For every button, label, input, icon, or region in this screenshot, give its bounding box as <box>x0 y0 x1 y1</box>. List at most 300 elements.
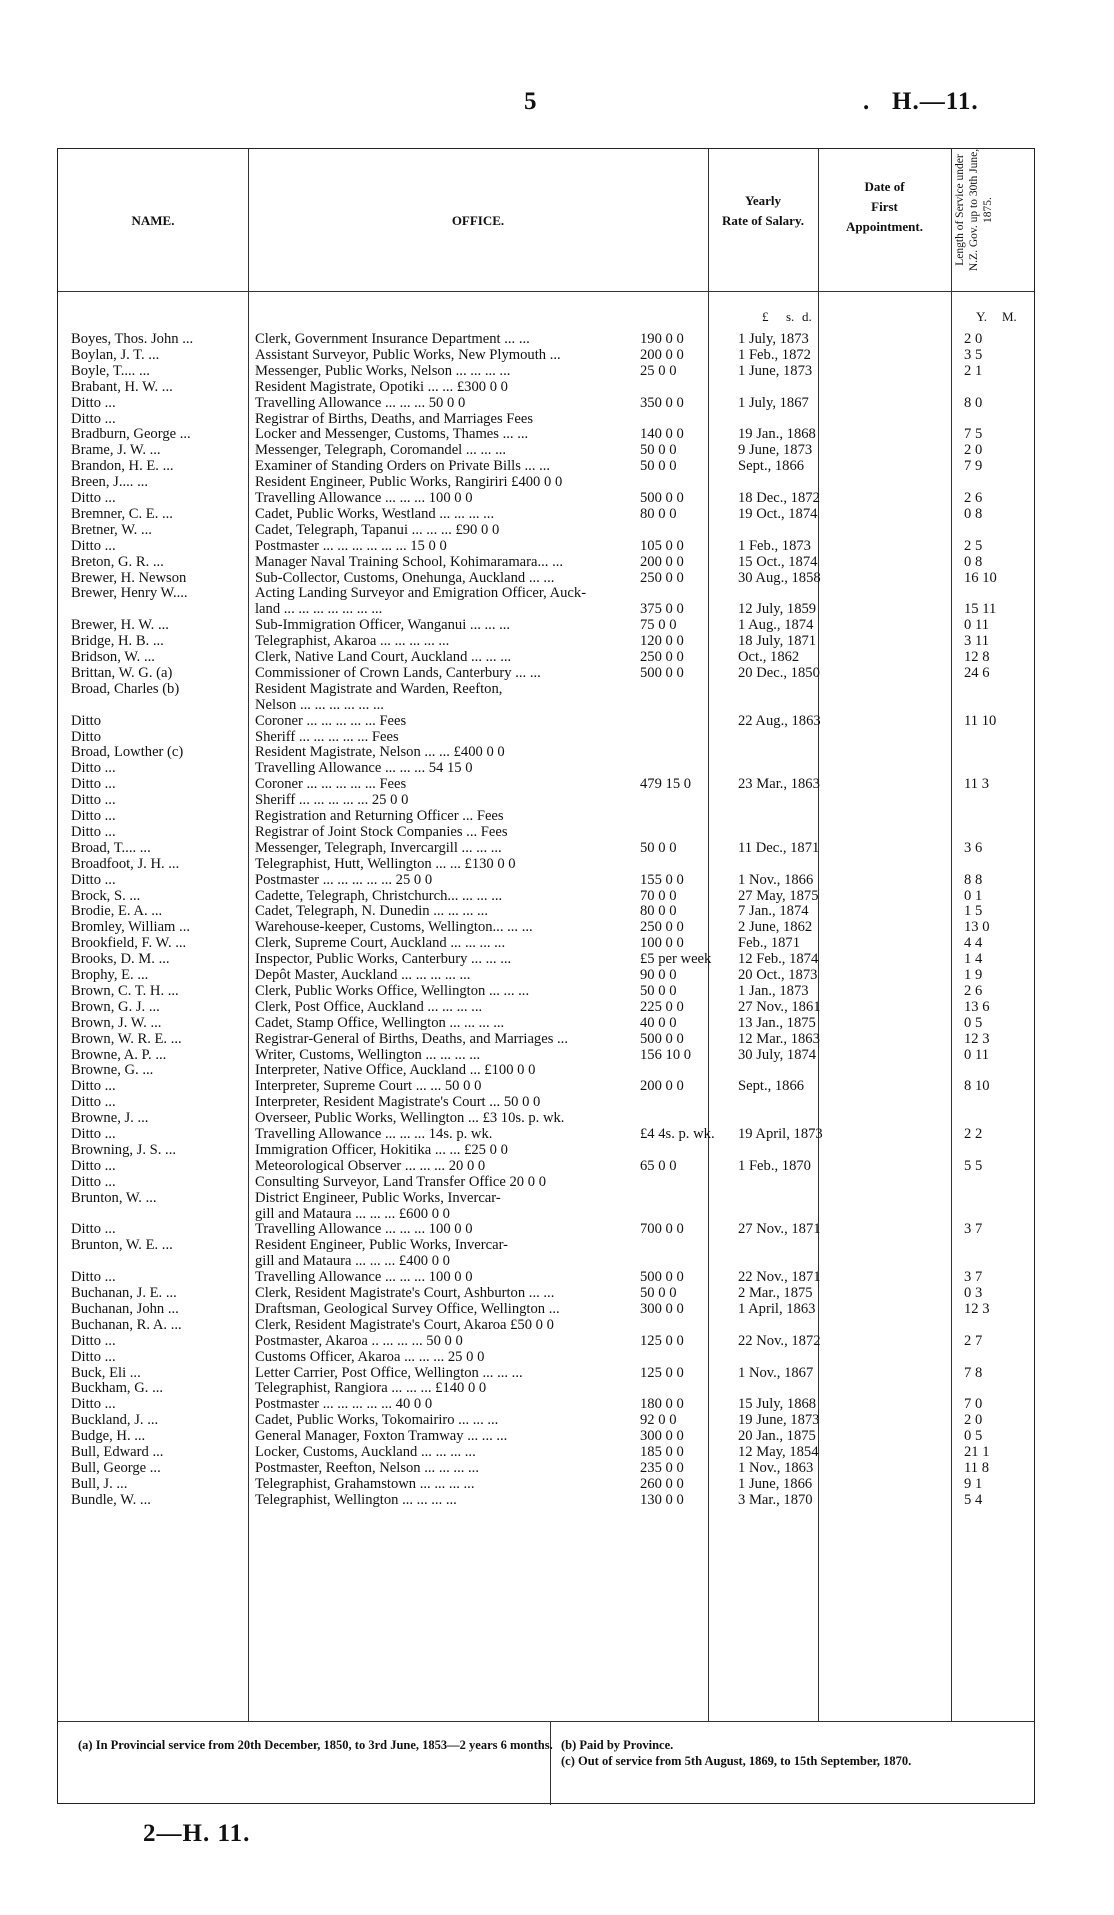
table-row <box>58 586 1036 601</box>
cell-length: 3 6 <box>964 839 983 856</box>
cell-salary: 500 0 0 <box>640 1269 684 1286</box>
cell-office: Manager Naval Training School, Kohimaramara... ... <box>255 553 564 570</box>
table-row <box>58 650 1036 665</box>
cell-salary: 180 0 0 <box>640 1396 684 1413</box>
cell-name: Brodie, E. A. ... <box>71 903 163 920</box>
cell-length: 5 4 <box>964 1491 983 1508</box>
cell-salary: 50 0 0 <box>640 442 677 459</box>
cell-office: Telegraphist, Akaroa ... ... ... ... ... <box>255 633 450 650</box>
table-row <box>58 1445 1036 1460</box>
cell-name: Ditto ... <box>71 1078 116 1095</box>
cell-office: gill and Mataura ... ... ... £400 0 0 <box>255 1253 450 1270</box>
page-number: 5 <box>524 88 537 115</box>
cell-length: 1 5 <box>964 903 983 920</box>
table-row <box>58 1366 1036 1381</box>
cell-name: Ditto ... <box>71 1221 116 1238</box>
table-row <box>58 841 1036 856</box>
table-row <box>58 1111 1036 1126</box>
cell-length: 3 5 <box>964 346 983 363</box>
cell-date: 3 Mar., 1870 <box>738 1491 813 1508</box>
cell-salary: 500 0 0 <box>640 1030 684 1047</box>
cell-length: 0 5 <box>964 1428 983 1445</box>
cell-name: Ditto ... <box>71 1094 116 1111</box>
cell-name: Brewer, Henry W.... <box>71 585 188 602</box>
cell-date: 27 Nov., 1871 <box>738 1221 821 1238</box>
table-row <box>58 1000 1036 1015</box>
cell-office: Acting Landing Surveyor and Emigration Officer, Auck- <box>255 585 587 602</box>
cell-salary: 130 0 0 <box>640 1491 684 1508</box>
cell-name: Bull, Edward ... <box>71 1444 164 1460</box>
cell-date: 15 Oct., 1874 <box>738 553 818 570</box>
table-row <box>58 777 1036 792</box>
cell-date: 22 Nov., 1871 <box>738 1269 821 1286</box>
cell-salary: 25 0 0 <box>640 362 677 379</box>
cell-office: gill and Mataura ... ... ... £600 0 0 <box>255 1205 450 1222</box>
cell-salary: 375 0 0 <box>640 601 684 618</box>
cell-name: Brewer, H. W. ... <box>71 617 169 634</box>
cell-name: Ditto ... <box>71 1126 116 1142</box>
cell-name: Ditto ... <box>71 1348 116 1365</box>
cell-length: 3 7 <box>964 1221 983 1238</box>
cell-name: Ditto <box>71 712 101 729</box>
table-row <box>58 634 1036 649</box>
date-header-line1: Date of <box>864 179 905 194</box>
cell-date: 1 Jan., 1873 <box>738 982 809 999</box>
column-header-length: Length of Service under N.Z. Gov. up to 30th June, 1875. <box>954 148 994 272</box>
cell-name: Ditto ... <box>71 776 116 793</box>
table-row <box>58 427 1036 442</box>
cell-length: 2 1 <box>964 362 983 379</box>
cell-office: Assistant Surveyor, Public Works, New Plymouth ... <box>255 346 561 363</box>
cell-name: Broad, Charles (b) <box>71 680 180 697</box>
table-row <box>58 1429 1036 1444</box>
column-header-date <box>818 177 951 237</box>
cell-office: Cadette, Telegraph, Christchurch... ... ... ... <box>255 887 503 904</box>
cell-length: 7 9 <box>964 458 983 475</box>
column-header-office: OFFICE. <box>451 213 505 228</box>
cell-length: 0 11 <box>964 617 989 634</box>
cell-salary: 500 0 0 <box>640 664 684 681</box>
cell-office: Travelling Allowance ... ... ... 54 15 0 <box>255 760 473 777</box>
cell-salary: 700 0 0 <box>640 1221 684 1238</box>
cell-office: Immigration Officer, Hokitika ... ... £25 0 0 <box>255 1141 508 1158</box>
cell-salary: 50 0 0 <box>640 982 677 999</box>
cell-name: Brown, C. T. H. ... <box>71 982 179 999</box>
table-row <box>58 523 1036 538</box>
cell-name: Brown, W. R. E. ... <box>71 1030 182 1047</box>
cell-salary: 80 0 0 <box>640 505 677 522</box>
table-row <box>58 1032 1036 1047</box>
table-row <box>58 666 1036 681</box>
cell-office: Messenger, Telegraph, Invercargill ... ... ... <box>255 839 502 856</box>
cell-office: Travelling Allowance ... ... ... 100 0 0 <box>255 490 473 506</box>
cell-date: 27 May, 1875 <box>738 887 819 904</box>
cell-office: Postmaster, Akaroa .. ... ... ... 50 0 0 <box>255 1332 463 1349</box>
cell-office: Interpreter, Supreme Court ... ... 50 0 0 <box>255 1078 482 1095</box>
cell-office: Resident Engineer, Public Works, Invercar- <box>255 1237 508 1254</box>
footnote-rule <box>58 1721 1034 1722</box>
table-row <box>58 1143 1036 1158</box>
cell-salary: 50 0 0 <box>640 1285 677 1301</box>
cell-length: 2 0 <box>964 1412 983 1429</box>
table-row <box>58 1191 1036 1206</box>
cell-salary: 90 0 0 <box>640 967 677 983</box>
cell-salary: 190 0 0 <box>640 331 684 347</box>
footnotes-b-c <box>561 1737 1031 1769</box>
table-row <box>58 1048 1036 1063</box>
cell-name: Ditto ... <box>71 871 116 888</box>
table-row <box>58 1318 1036 1333</box>
cell-office: land ... ... ... ... ... ... ... <box>255 601 383 618</box>
cell-name: Broad, Lowther (c) <box>71 744 184 761</box>
cell-salary: 185 0 0 <box>640 1444 684 1460</box>
cell-name: Brooks, D. M. ... <box>71 951 170 968</box>
cell-name: Buchanan, J. E. ... <box>71 1285 177 1301</box>
table-row <box>58 936 1036 951</box>
cell-date: 1 Nov., 1867 <box>738 1364 814 1381</box>
cell-office: Coroner ... ... ... ... ... Fees <box>255 712 407 729</box>
cell-name: Bundle, W. ... <box>71 1491 151 1508</box>
cell-length: 11 10 <box>964 712 997 729</box>
cell-name: Budge, H. ... <box>71 1428 146 1445</box>
cell-salary: 50 0 0 <box>640 839 677 856</box>
table-row <box>58 507 1036 522</box>
cell-salary: 200 0 0 <box>640 1078 684 1095</box>
cell-date: Sept., 1866 <box>738 458 805 475</box>
table-row <box>58 443 1036 458</box>
cell-salary: 250 0 0 <box>640 649 684 665</box>
cell-date: 30 Aug., 1858 <box>738 569 821 586</box>
cell-date: 12 Feb., 1874 <box>738 951 819 968</box>
table-row <box>58 968 1036 983</box>
document-reference <box>863 88 979 116</box>
table-row <box>58 459 1036 474</box>
table-row <box>58 873 1036 888</box>
header-rule <box>58 291 1034 292</box>
table-row <box>58 825 1036 840</box>
cell-salary: 75 0 0 <box>640 617 677 634</box>
cell-salary: 70 0 0 <box>640 887 677 904</box>
cell-office: Postmaster, Reefton, Nelson ... ... ... ... <box>255 1459 479 1476</box>
cell-name: Ditto ... <box>71 823 116 840</box>
table-row <box>58 1175 1036 1190</box>
table-row <box>58 1127 1036 1142</box>
cell-name: Brewer, H. Newson <box>71 569 187 586</box>
ref-prefix: . <box>863 88 871 115</box>
table-row <box>58 1254 1036 1269</box>
cell-office: Overseer, Public Works, Wellington ... £3 10s. p. wk. <box>255 1110 565 1127</box>
cell-office: Telegraphist, Rangiora ... ... ... £140 0 0 <box>255 1380 487 1397</box>
table-row <box>58 475 1036 490</box>
cell-length: 0 1 <box>964 887 983 904</box>
cell-length: 4 4 <box>964 935 983 952</box>
cell-date: 18 Dec., 1872 <box>738 490 820 506</box>
table-row <box>58 1238 1036 1253</box>
table-row <box>58 857 1036 872</box>
cell-office: Cadet, Stamp Office, Wellington ... ... ... ... <box>255 1014 505 1031</box>
cell-office: Cadet, Telegraph, N. Dunedin ... ... ... ... <box>255 903 488 920</box>
cell-name: Ditto <box>71 728 101 745</box>
cell-length: 0 3 <box>964 1285 983 1301</box>
cell-date: 1 Nov., 1863 <box>738 1459 814 1476</box>
table-row <box>58 1016 1036 1031</box>
cell-length: 0 5 <box>964 1014 983 1031</box>
cell-length: 11 3 <box>964 776 989 793</box>
table-row <box>58 380 1036 395</box>
table-row <box>58 491 1036 506</box>
footnote-divider <box>550 1721 551 1805</box>
cell-office: Messenger, Public Works, Nelson ... ... ... ... <box>255 362 511 379</box>
cell-office: Travelling Allowance ... ... ... 100 0 0 <box>255 1269 473 1286</box>
cell-salary: 500 0 0 <box>640 490 684 506</box>
cell-name: Boyes, Thos. John ... <box>71 331 194 347</box>
cell-length: 7 5 <box>964 426 983 443</box>
cell-name: Buchanan, John ... <box>71 1300 179 1317</box>
cell-name: Browne, G. ... <box>71 1062 154 1079</box>
table-row <box>58 618 1036 633</box>
unit-pence: d. <box>802 309 812 324</box>
cell-name: Ditto ... <box>71 394 116 411</box>
salary-header-line1: Yearly <box>744 193 782 208</box>
table-row <box>58 1413 1036 1428</box>
cell-name: Bradburn, George ... <box>71 426 191 443</box>
table-row <box>58 809 1036 824</box>
cell-office: Clerk, Public Works Office, Wellington ... ... ... <box>255 982 530 999</box>
table-row <box>58 1381 1036 1396</box>
cell-date: 13 Jan., 1875 <box>738 1014 816 1031</box>
cell-office: Messenger, Telegraph, Coromandel ... ... ... <box>255 442 507 459</box>
cell-office: Locker and Messenger, Customs, Thames ... ... <box>255 426 529 443</box>
table-row <box>58 1063 1036 1078</box>
cell-length: 8 8 <box>964 871 983 888</box>
cell-office: Consulting Surveyor, Land Transfer Office 20 0 0 <box>255 1173 546 1190</box>
table-row <box>58 1334 1036 1349</box>
date-header-line3: Appointment. <box>846 219 923 234</box>
cell-office: Sheriff ... ... ... ... ... Fees <box>255 728 399 745</box>
cell-name: Brunton, W. ... <box>71 1189 157 1206</box>
table-row <box>58 745 1036 760</box>
cell-office: Resident Engineer, Public Works, Rangiriri £400 0 0 <box>255 474 563 491</box>
cell-office: Coroner ... ... ... ... ... Fees <box>255 776 407 793</box>
table-row <box>58 761 1036 776</box>
cell-office: Clerk, Native Land Court, Auckland ... ... ... <box>255 649 512 665</box>
cell-name: Brabant, H. W. ... <box>71 378 173 395</box>
cell-date: 2 June, 1862 <box>738 919 813 936</box>
cell-date: 1 Feb., 1873 <box>738 537 811 554</box>
table-row <box>58 364 1036 379</box>
cell-salary: 200 0 0 <box>640 553 684 570</box>
cell-name: Breen, J.... ... <box>71 474 149 491</box>
signature-mark: 2—H. 11. <box>143 1820 251 1847</box>
cell-date: 30 July, 1874 <box>738 1046 817 1063</box>
table-row <box>58 571 1036 586</box>
salary-table <box>57 148 1035 1804</box>
table-row <box>58 714 1036 729</box>
cell-office: Nelson ... ... ... ... ... ... <box>255 696 384 713</box>
cell-salary: 250 0 0 <box>640 569 684 586</box>
cell-name: Ditto ... <box>71 808 116 824</box>
cell-salary: £5 per week <box>640 951 712 968</box>
cell-name: Brunton, W. E. ... <box>71 1237 173 1254</box>
cell-office: Postmaster ... ... ... ... ... 40 0 0 <box>255 1396 433 1413</box>
cell-length: 0 11 <box>964 1046 989 1063</box>
cell-name: Bridge, H. B. ... <box>71 633 164 650</box>
cell-length: 12 3 <box>964 1300 990 1317</box>
cell-date: 18 July, 1871 <box>738 633 817 650</box>
cell-name: Ditto ... <box>71 490 116 506</box>
cell-salary: £4 4s. p. wk. <box>640 1126 715 1142</box>
cell-office: Resident Magistrate and Warden, Reefton, <box>255 680 503 697</box>
cell-length: 16 10 <box>964 569 997 586</box>
cell-name: Ditto ... <box>71 1269 116 1286</box>
cell-length: 2 5 <box>964 537 983 554</box>
cell-name: Browning, J. S. ... <box>71 1141 177 1158</box>
column-header-name: NAME. <box>131 213 175 228</box>
cell-salary: 479 15 0 <box>640 776 692 793</box>
cell-office: Resident Magistrate, Opotiki ... ... £300 0 0 <box>255 378 508 395</box>
cell-office: Writer, Customs, Wellington ... ... ... ... <box>255 1046 481 1063</box>
table-row <box>58 698 1036 713</box>
cell-name: Ditto ... <box>71 537 116 554</box>
cell-office: Examiner of Standing Orders on Private Bills ... ... <box>255 458 551 475</box>
cell-salary: 225 0 0 <box>640 998 684 1015</box>
cell-length: 13 6 <box>964 998 990 1015</box>
table-row <box>58 984 1036 999</box>
cell-date: Oct., 1862 <box>738 649 800 665</box>
cell-office: Sub-Collector, Customs, Onehunga, Auckland ... ... <box>255 569 555 586</box>
table-row <box>58 1222 1036 1237</box>
cell-date: 22 Nov., 1872 <box>738 1332 821 1349</box>
cell-salary: 100 0 0 <box>640 935 684 952</box>
cell-length: 2 2 <box>964 1126 983 1142</box>
cell-office: Travelling Allowance ... ... ... 50 0 0 <box>255 394 466 411</box>
cell-name: Buchanan, R. A. ... <box>71 1316 182 1333</box>
cell-name: Ditto ... <box>71 410 116 427</box>
cell-name: Bull, J. ... <box>71 1475 128 1492</box>
cell-date: 19 Jan., 1868 <box>738 426 816 443</box>
cell-date: 1 Feb., 1870 <box>738 1157 811 1174</box>
cell-office: Customs Officer, Akaroa ... ... ... 25 0 0 <box>255 1348 485 1365</box>
unit-years: Y. <box>976 309 987 324</box>
cell-office: Inspector, Public Works, Canterbury ... ... ... <box>255 951 512 968</box>
cell-salary: 260 0 0 <box>640 1475 684 1492</box>
cell-office: Clerk, Government Insurance Department ... ... <box>255 331 530 347</box>
cell-salary: 300 0 0 <box>640 1300 684 1317</box>
cell-salary: 235 0 0 <box>640 1459 684 1476</box>
table-row <box>58 412 1036 427</box>
cell-length: 13 0 <box>964 919 990 936</box>
cell-office: Postmaster ... ... ... ... ... ... 15 0 0 <box>255 537 447 554</box>
cell-office: Telegraphist, Wellington ... ... ... ... <box>255 1491 457 1508</box>
cell-salary: 65 0 0 <box>640 1157 677 1174</box>
cell-length: 15 11 <box>964 601 997 618</box>
cell-office: Registration and Returning Officer ... Fees <box>255 808 504 824</box>
cell-name: Brookfield, F. W. ... <box>71 935 187 952</box>
table-row <box>58 730 1036 745</box>
cell-length: 5 5 <box>964 1157 983 1174</box>
cell-name: Ditto ... <box>71 1332 116 1349</box>
cell-name: Ditto ... <box>71 760 116 777</box>
cell-date: 12 July, 1859 <box>738 601 817 618</box>
cell-office: Travelling Allowance ... ... ... 100 0 0 <box>255 1221 473 1238</box>
cell-salary: 156 10 0 <box>640 1046 692 1063</box>
cell-name: Bull, George ... <box>71 1459 161 1476</box>
table-row <box>58 952 1036 967</box>
cell-length: 1 4 <box>964 951 983 968</box>
cell-office: Travelling Allowance ... ... ... 14s. p. wk. <box>255 1126 493 1142</box>
cell-name: Ditto ... <box>71 1173 116 1190</box>
cell-length: 7 0 <box>964 1396 983 1413</box>
table-row <box>58 396 1036 411</box>
cell-office: Cadet, Public Works, Westland ... ... ... ... <box>255 505 495 522</box>
cell-office: Resident Magistrate, Nelson ... ... £400 0 0 <box>255 744 505 761</box>
unit-shillings: s. <box>786 309 795 324</box>
table-row <box>58 1079 1036 1094</box>
cell-length: 2 0 <box>964 442 983 459</box>
cell-length: 2 7 <box>964 1332 983 1349</box>
cell-name: Ditto ... <box>71 1157 116 1174</box>
cell-length: 2 6 <box>964 490 983 506</box>
cell-name: Browne, J. ... <box>71 1110 149 1127</box>
cell-name: Ditto ... <box>71 1396 116 1413</box>
cell-date: 27 Nov., 1861 <box>738 998 821 1015</box>
cell-name: Brown, G. J. ... <box>71 998 160 1015</box>
cell-date: 20 Jan., 1875 <box>738 1428 816 1445</box>
cell-date: 7 Jan., 1874 <box>738 903 809 920</box>
cell-date: Feb., 1871 <box>738 935 801 952</box>
cell-date: 11 Dec., 1871 <box>738 839 820 856</box>
cell-date: 1 Feb., 1872 <box>738 346 811 363</box>
cell-office: Interpreter, Native Office, Auckland ... £100 0 0 <box>255 1062 536 1079</box>
table-row <box>58 889 1036 904</box>
cell-date: 19 June, 1873 <box>738 1412 820 1429</box>
table-row <box>58 602 1036 617</box>
table-row <box>58 1207 1036 1222</box>
table-row <box>58 332 1036 347</box>
cell-date: 20 Dec., 1850 <box>738 664 820 681</box>
cell-date: 22 Aug., 1863 <box>738 712 821 729</box>
cell-salary: 40 0 0 <box>640 1014 677 1031</box>
cell-office: Postmaster ... ... ... ... ... 25 0 0 <box>255 871 433 888</box>
cell-office: Cadet, Telegraph, Tapanui ... ... ... £90 0 0 <box>255 521 500 538</box>
cell-date: 9 June, 1873 <box>738 442 813 459</box>
cell-salary: 125 0 0 <box>640 1332 684 1349</box>
cell-salary: 105 0 0 <box>640 537 684 554</box>
cell-name: Boyle, T.... ... <box>71 362 150 379</box>
cell-name: Bromley, William ... <box>71 919 190 936</box>
cell-salary: 140 0 0 <box>640 426 684 443</box>
cell-salary: 200 0 0 <box>640 346 684 363</box>
cell-length: 12 3 <box>964 1030 990 1047</box>
cell-office: Telegraphist, Grahamstown ... ... ... ... <box>255 1475 475 1492</box>
cell-name: Breton, G. R. ... <box>71 553 164 570</box>
cell-length: 0 8 <box>964 505 983 522</box>
cell-length: 21 1 <box>964 1444 990 1460</box>
table-row <box>58 1302 1036 1317</box>
cell-office: Sub-Immigration Officer, Wanganui ... ... ... <box>255 617 511 634</box>
cell-office: Clerk, Resident Magistrate's Court, Ashburton ... ... <box>255 1285 555 1301</box>
cell-name: Bretner, W. ... <box>71 521 152 538</box>
cell-length: 9 1 <box>964 1475 983 1492</box>
cell-date: 19 Oct., 1874 <box>738 505 818 522</box>
cell-office: Letter Carrier, Post Office, Wellington ... ... ... <box>255 1364 523 1381</box>
cell-name: Broadfoot, J. H. ... <box>71 855 180 872</box>
cell-length: 3 7 <box>964 1269 983 1286</box>
cell-date: 1 July, 1867 <box>738 394 809 411</box>
unit-pounds: £ <box>762 309 769 324</box>
cell-date: 20 Oct., 1873 <box>738 967 818 983</box>
cell-length: 11 8 <box>964 1459 989 1476</box>
